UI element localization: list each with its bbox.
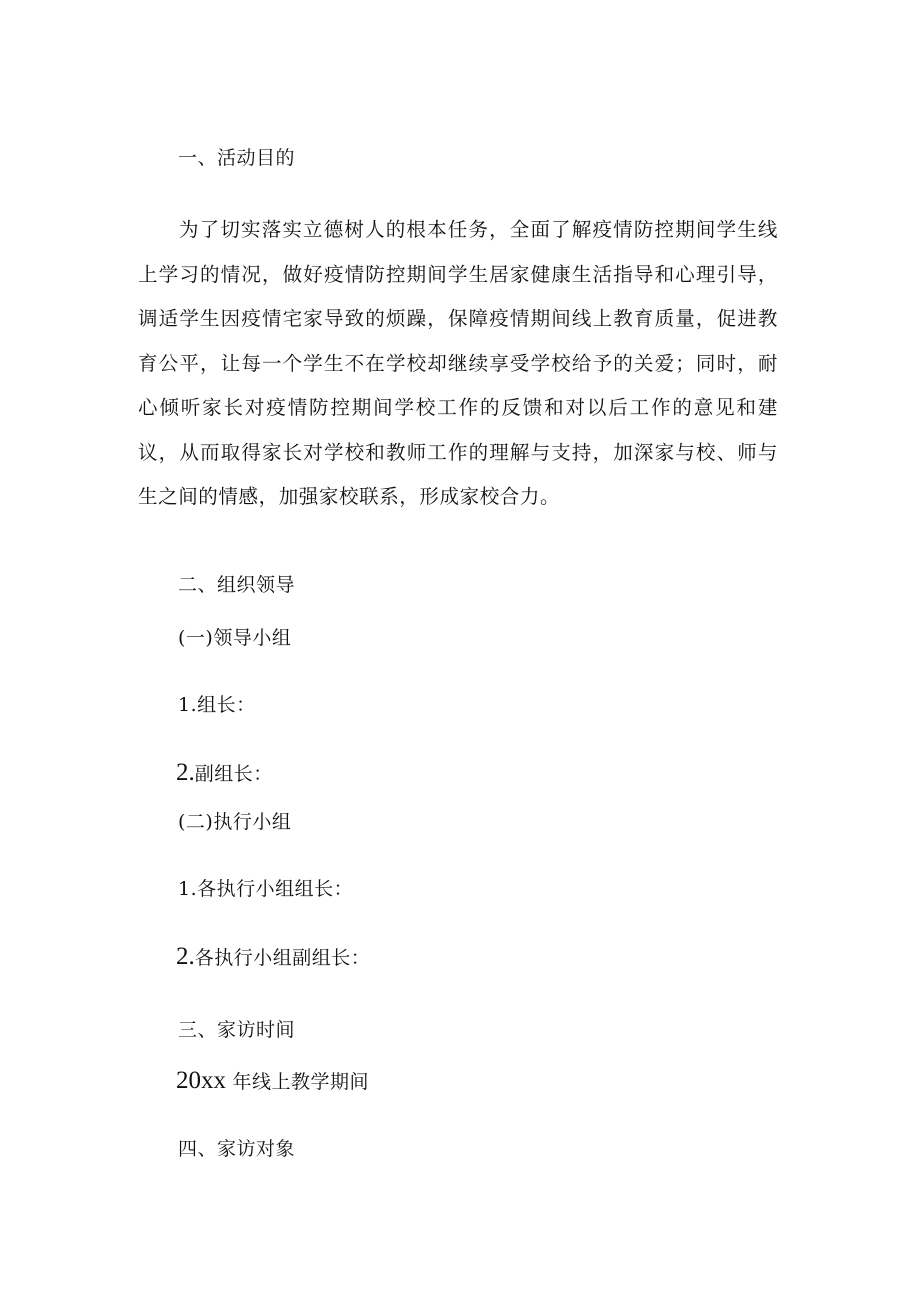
sub2-item1: 1.各执行小组组长： xyxy=(178,878,354,900)
sub2-item2 xyxy=(176,945,370,970)
section2-heading: 二、组织领导 xyxy=(178,574,296,596)
sub2-item2-label: 各执行小组副组长： xyxy=(194,947,371,969)
section1-heading: 一、活动目的 xyxy=(178,147,296,169)
sub1-heading: (一)领导小组 xyxy=(178,627,292,649)
sub1-item2 xyxy=(176,761,273,786)
section3-heading: 三、家访时间 xyxy=(178,1019,296,1041)
sub1-item2-label: 副组长： xyxy=(194,763,273,785)
section1-paragraph: 为了切实落实立德树人的根本任务，全面了解疫情防控期间学生线上学习的情况，做好疫情防控期间学生居家健康生活指导和心理引导，调适学生因疫情宅家导致的烦躁，保障疫情期间线上教育质量，促进教育公平，让每一个学生不在学校却继续享受学校给予的关爱；同时，耐心倾听家长对疫情防控期间学校工作的反馈和对以后工作的意见和建议，从而取得家长对学校和教师工作的理解与支持，加深家与校、师与生之间的情感，加强家校联系，形成家校合力。 xyxy=(138,218,778,508)
sub1-item1: 1.组长： xyxy=(178,694,256,716)
sub2-item2-number: 2. xyxy=(176,943,195,970)
sub1-item2-number: 2. xyxy=(176,759,195,786)
section3-year: 20xx xyxy=(176,1067,226,1094)
section3-time-label: 年线上教学期间 xyxy=(232,1071,370,1093)
section4-heading: 四、家访对象 xyxy=(178,1138,296,1160)
sub2-heading: (二)执行小组 xyxy=(178,811,292,833)
section3-time xyxy=(176,1069,369,1094)
